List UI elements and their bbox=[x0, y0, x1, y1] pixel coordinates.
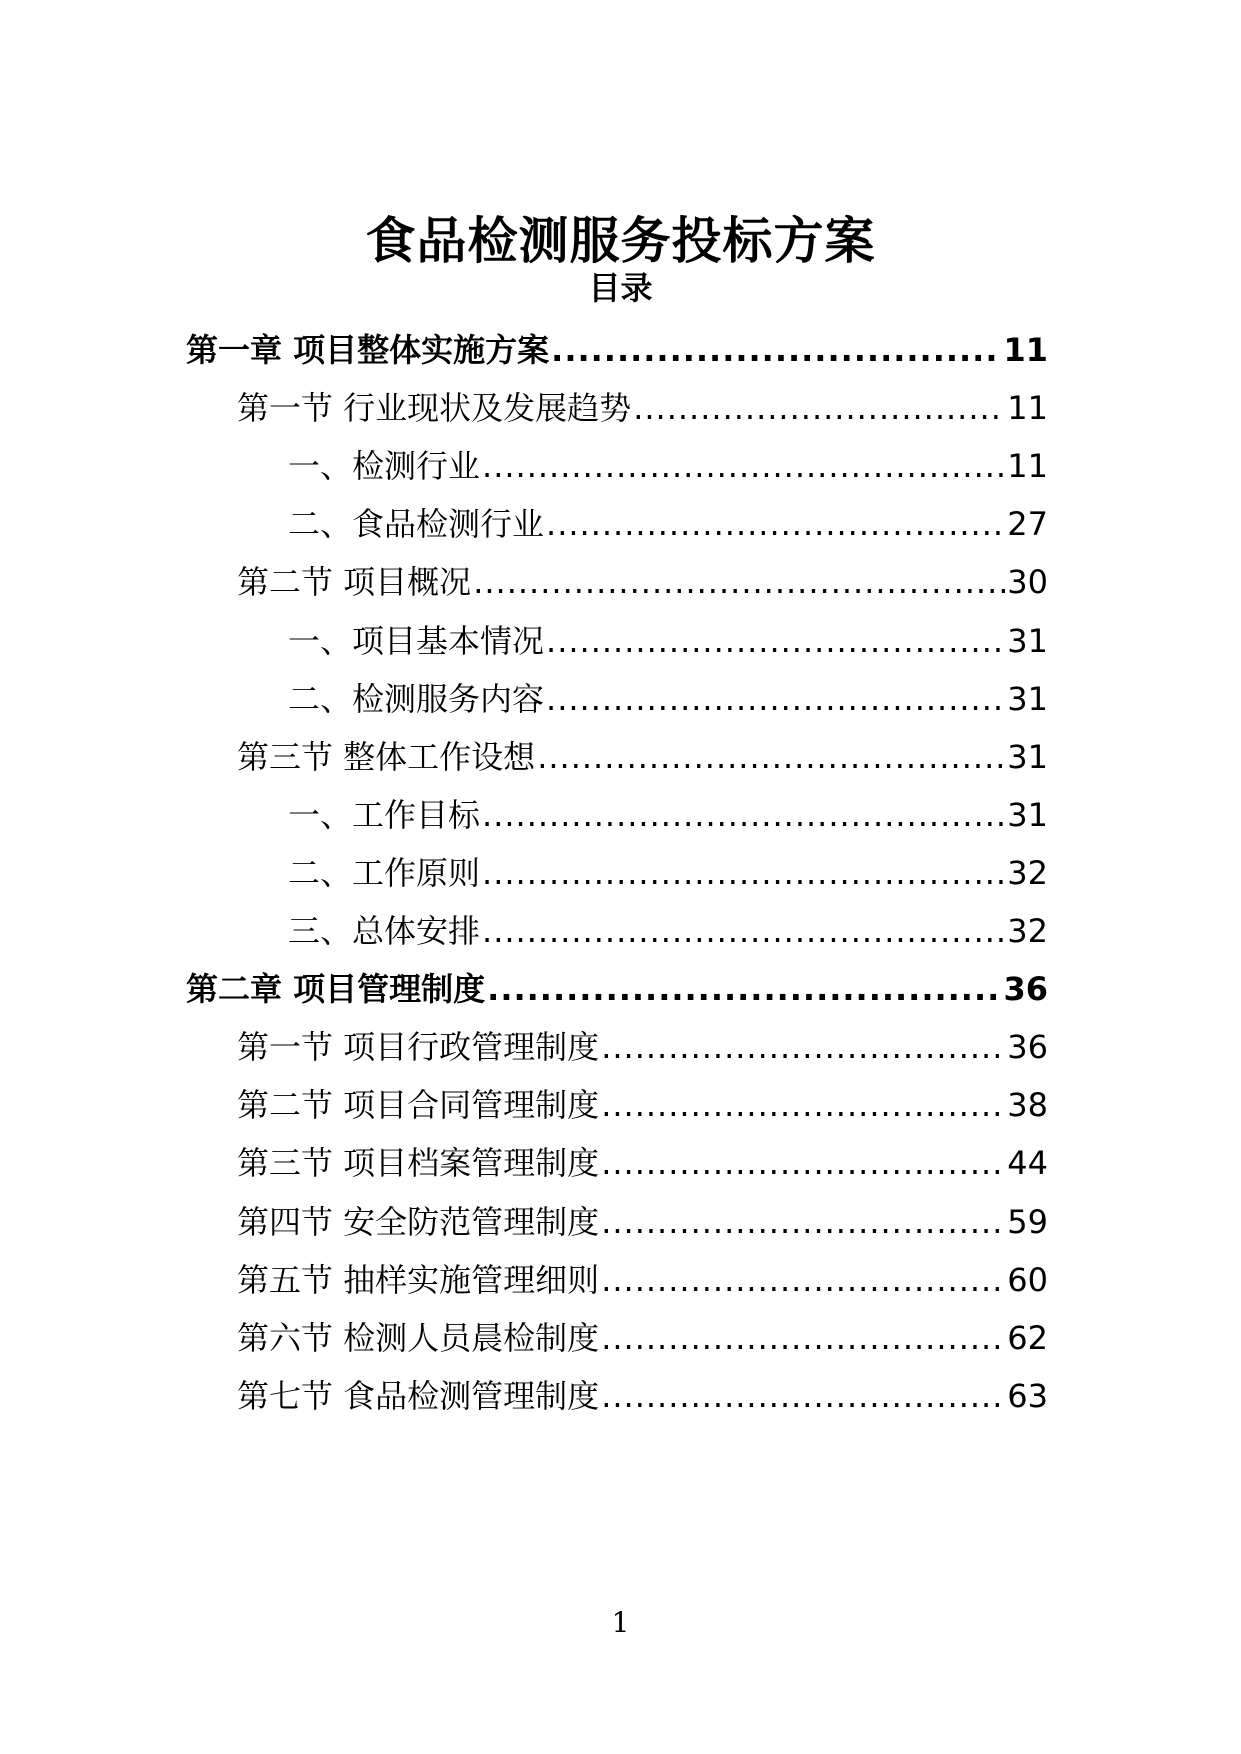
toc-leader-dots bbox=[633, 386, 1005, 430]
toc-entry-4[interactable] bbox=[288, 502, 1048, 546]
toc-entry-17[interactable] bbox=[237, 1258, 1048, 1302]
toc-leader-dots bbox=[601, 1316, 1005, 1360]
toc-entry-label: 第三节 项目档案管理制度 bbox=[237, 1144, 600, 1182]
toc-leader-dots bbox=[601, 1025, 1005, 1069]
toc-entry-label: 第四节 安全防范管理制度 bbox=[237, 1203, 600, 1241]
toc-leader-dots bbox=[473, 560, 1005, 604]
toc-entry-12[interactable] bbox=[186, 967, 1048, 1011]
toc-entry-page: 27 bbox=[1007, 505, 1048, 543]
toc-entry-3[interactable] bbox=[288, 444, 1048, 488]
toc-leader-dots bbox=[601, 1258, 1005, 1302]
toc-entry-label: 第五节 抽样实施管理细则 bbox=[237, 1261, 600, 1299]
toc-entry-page: 62 bbox=[1007, 1319, 1048, 1357]
toc-entry-1[interactable] bbox=[186, 328, 1048, 372]
toc-entry-page: 31 bbox=[1007, 738, 1048, 776]
toc-entry-page: 11 bbox=[1003, 331, 1048, 369]
toc-entry-page: 44 bbox=[1007, 1144, 1048, 1182]
toc-leader-dots bbox=[537, 735, 1005, 779]
toc-entry-2[interactable] bbox=[237, 386, 1048, 430]
toc-leader-dots bbox=[551, 328, 1001, 372]
toc-entry-16[interactable] bbox=[237, 1200, 1048, 1244]
toc-leader-dots bbox=[546, 619, 1005, 663]
toc-entry-label: 二、检测服务内容 bbox=[288, 680, 545, 718]
toc-leader-dots bbox=[482, 793, 1005, 837]
toc-entry-page: 30 bbox=[1007, 563, 1048, 601]
toc-entry-label: 三、总体安排 bbox=[288, 912, 481, 950]
toc-leader-dots bbox=[482, 444, 1005, 488]
toc-entry-8[interactable] bbox=[237, 735, 1048, 779]
toc-leader-dots bbox=[482, 909, 1005, 953]
toc-leader-dots bbox=[601, 1200, 1005, 1244]
toc-entry-page: 59 bbox=[1007, 1203, 1048, 1241]
toc-entry-page: 60 bbox=[1007, 1261, 1048, 1299]
toc-entry-page: 31 bbox=[1007, 680, 1048, 718]
toc-entry-page: 31 bbox=[1007, 796, 1048, 834]
toc-entry-6[interactable] bbox=[288, 619, 1048, 663]
toc-entry-page: 32 bbox=[1007, 912, 1048, 950]
toc-entry-15[interactable] bbox=[237, 1141, 1048, 1185]
toc-entry-label: 第七节 食品检测管理制度 bbox=[237, 1377, 600, 1415]
toc-entry-label: 第一节 项目行政管理制度 bbox=[237, 1028, 600, 1066]
toc-entry-7[interactable] bbox=[288, 677, 1048, 721]
toc-entry-label: 第一节 行业现状及发展趋势 bbox=[237, 389, 632, 427]
toc-entry-label: 二、食品检测行业 bbox=[288, 505, 545, 543]
toc-entry-page: 32 bbox=[1007, 854, 1048, 892]
toc-entry-page: 36 bbox=[1003, 970, 1048, 1008]
toc-leader-dots bbox=[601, 1374, 1005, 1418]
toc-entry-page: 31 bbox=[1007, 622, 1048, 660]
toc-entry-18[interactable] bbox=[237, 1316, 1048, 1360]
toc-entry-label: 第一章 项目整体实施方案 bbox=[186, 331, 550, 369]
toc-entry-page: 63 bbox=[1007, 1377, 1048, 1415]
document-title: 食品检测服务投标方案 bbox=[365, 211, 876, 270]
toc-entry-page: 11 bbox=[1007, 389, 1048, 427]
toc-entry-19[interactable] bbox=[237, 1374, 1048, 1418]
toc-leader-dots bbox=[601, 1083, 1005, 1127]
toc-entry-label: 一、项目基本情况 bbox=[288, 622, 545, 660]
toc-entry-label: 一、检测行业 bbox=[288, 447, 481, 485]
toc-entry-label: 一、工作目标 bbox=[288, 796, 481, 834]
toc-entry-page: 38 bbox=[1007, 1086, 1048, 1124]
toc-entry-5[interactable] bbox=[237, 560, 1048, 604]
toc-heading: 目录 bbox=[588, 269, 653, 307]
toc-entry-page: 11 bbox=[1007, 447, 1048, 485]
toc-entry-9[interactable] bbox=[288, 793, 1048, 837]
page-number: 1 bbox=[611, 1606, 630, 1639]
toc-entry-label: 第三节 整体工作设想 bbox=[237, 738, 536, 776]
toc-entry-label: 第六节 检测人员晨检制度 bbox=[237, 1319, 600, 1357]
toc-leader-dots bbox=[546, 502, 1005, 546]
toc-leader-dots bbox=[546, 677, 1005, 721]
toc-entry-label: 第二节 项目概况 bbox=[237, 563, 472, 601]
toc-leader-dots bbox=[482, 851, 1005, 895]
toc-leader-dots bbox=[487, 967, 1001, 1011]
toc-entry-13[interactable] bbox=[237, 1025, 1048, 1069]
toc-entry-label: 第二章 项目管理制度 bbox=[186, 970, 486, 1008]
toc-entry-label: 二、工作原则 bbox=[288, 854, 481, 892]
toc-entry-11[interactable] bbox=[288, 909, 1048, 953]
toc-leader-dots bbox=[601, 1141, 1005, 1185]
toc-entry-label: 第二节 项目合同管理制度 bbox=[237, 1086, 600, 1124]
toc-entry-10[interactable] bbox=[288, 851, 1048, 895]
toc-entry-page: 36 bbox=[1007, 1028, 1048, 1066]
toc-entry-14[interactable] bbox=[237, 1083, 1048, 1127]
